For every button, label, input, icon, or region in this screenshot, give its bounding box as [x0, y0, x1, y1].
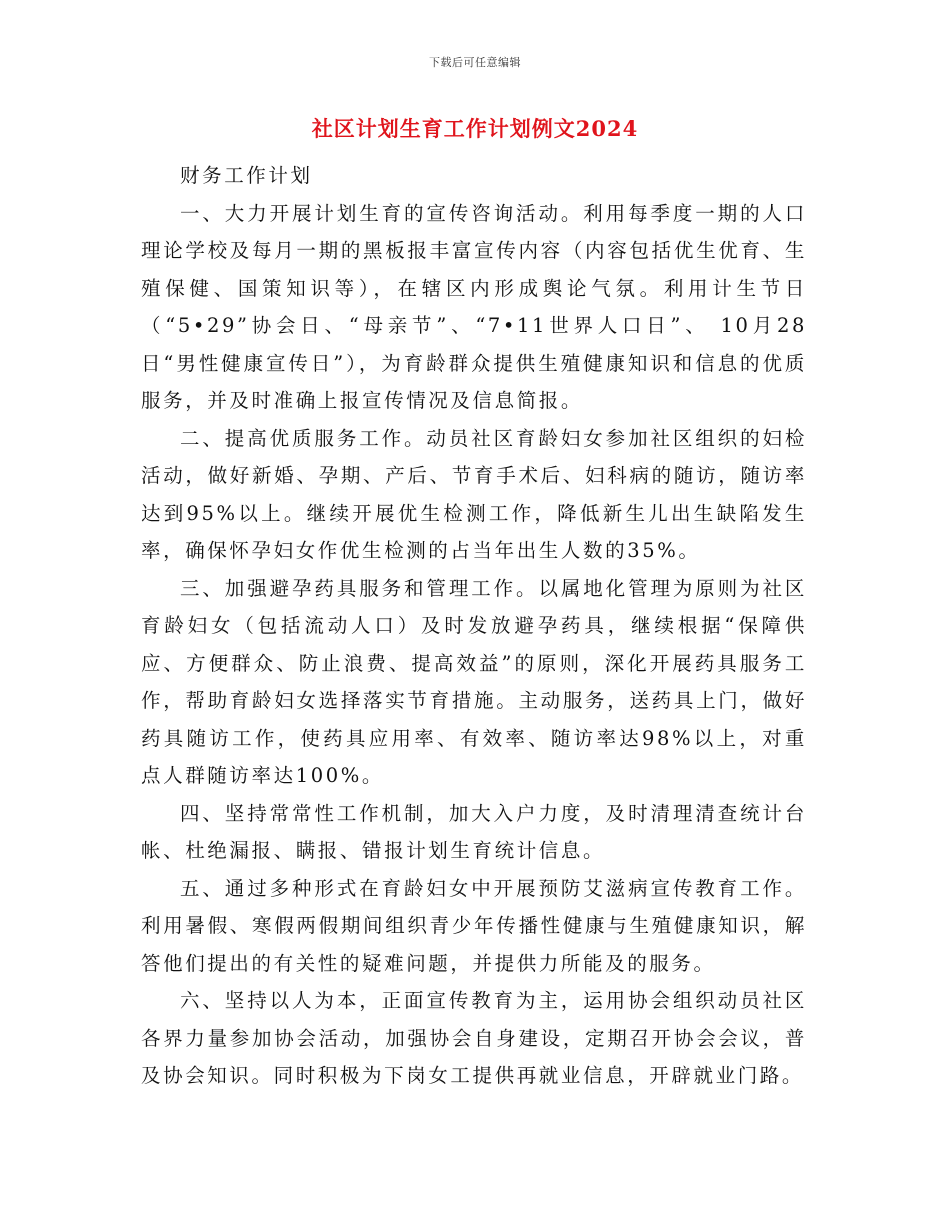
section-heading: 财务工作计划: [180, 164, 313, 187]
paragraph-1: 一、大力开展计划生育的宣传咨询活动。利用每季度一期的人口理论学校及每月一期的黑板报丰富宣传内容（内容包括优生优育、生殖保健、国策知识等），在辖区内形成舆论气氛。利用计生节日（“5•29”协会日、“母亲节”、“7•11世界人口日”、 10月28日“男性健康宣传日”），为育龄群众提供生殖健康知识和信息的优质服务，并及时准确上报宣传情况及信息简报。: [141, 201, 807, 412]
paragraph-2: 二、提高优质服务工作。动员社区育龄妇女参加社区组织的妇检活动，做好新婚、孕期、产后、节育手术后、妇科病的随访，随访率达到95%以上。继续开展优生检测工作，降低新生儿出生缺陷发生率，确保怀孕妇女作优生检测的占当年出生人数的35%。: [141, 426, 807, 562]
paragraph-6: 六、坚持以人为本，正面宣传教育为主，运用协会组织动员社区各界力量参加协会活动，加强协会自身建设，定期召开协会会议，普及协会知识。同时积极为下岗女工提供再就业信息，开辟就业门路。: [141, 989, 807, 1087]
document-title: 社区计划生育工作计划例文2024: [311, 116, 639, 141]
paragraph-4: 四、坚持常常性工作机制，加大入户力度，及时清理清查统计台帐、杜绝漏报、瞒报、错报计划生育统计信息。: [141, 801, 807, 862]
document-body: [141, 157, 807, 1095]
paragraph-3: 三、加强避孕药具服务和管理工作。以属地化管理为原则为社区育龄妇女（包括流动人口）及时发放避孕药具，继续根据“保障供应、方便群众、防止浪费、提高效益”的原则，深化开展药具服务工作，帮助育龄妇女选择落实节育措施。主动服务，送药具上门，做好药具随访工作，使药具应用率、有效率、随访率达98%以上，对重点人群随访率达100%。: [141, 576, 807, 787]
header-note: 下载后可任意编辑: [429, 56, 521, 69]
paragraph-5: 五、通过多种形式在育龄妇女中开展预防艾滋病宣传教育工作。利用暑假、寒假两假期间组织青少年传播性健康与生殖健康知识，解答他们提出的有关性的疑难问题，并提供力所能及的服务。: [141, 876, 807, 975]
